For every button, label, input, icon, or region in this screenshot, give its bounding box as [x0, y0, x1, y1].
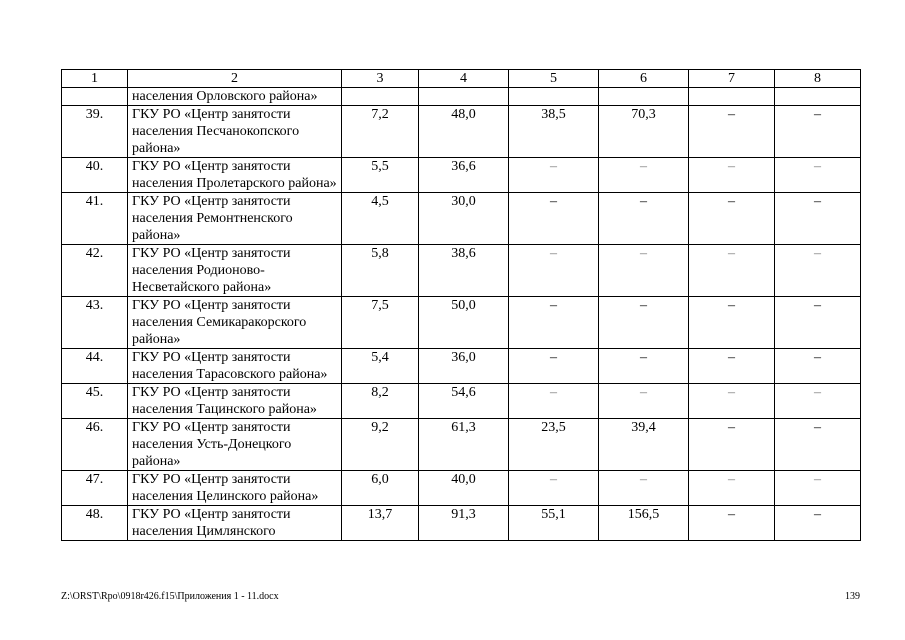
org-name-cell: ГКУ РО «Центр занятости населения Родионово-Несветайского района»	[128, 245, 342, 297]
row-number-cell: 48.	[62, 506, 128, 541]
value-cell: –	[775, 193, 861, 245]
table-cell	[599, 88, 689, 106]
header-cell: 3	[342, 70, 419, 88]
value-cell: 54,6	[419, 384, 509, 419]
header-cell: 1	[62, 70, 128, 88]
value-cell: 40,0	[419, 471, 509, 506]
header-row	[62, 70, 861, 88]
value-cell: –	[599, 471, 689, 506]
value-cell: 36,0	[419, 349, 509, 384]
org-name-cell: ГКУ РО «Центр занятости населения Песчанокопского района»	[128, 106, 342, 158]
value-cell: –	[775, 419, 861, 471]
org-name-cell: ГКУ РО «Центр занятости населения Семикаракорского района»	[128, 297, 342, 349]
value-cell: –	[689, 419, 775, 471]
value-cell: –	[689, 193, 775, 245]
value-cell: 13,7	[342, 506, 419, 541]
value-cell: –	[775, 106, 861, 158]
org-name-cell: ГКУ РО «Центр занятости населения Пролетарского района»	[128, 158, 342, 193]
row-number-cell: 40.	[62, 158, 128, 193]
value-cell: 6,0	[342, 471, 419, 506]
header-cell: 6	[599, 70, 689, 88]
table-row	[62, 106, 861, 158]
value-cell: –	[509, 384, 599, 419]
row-number-cell: 44.	[62, 349, 128, 384]
value-cell: –	[689, 349, 775, 384]
value-cell: –	[509, 158, 599, 193]
table-cell	[62, 88, 128, 106]
value-cell: –	[775, 245, 861, 297]
page-number: 139	[845, 591, 860, 602]
table-row	[62, 506, 861, 541]
table-row	[62, 471, 861, 506]
value-cell: –	[689, 245, 775, 297]
value-cell: –	[689, 106, 775, 158]
table-row	[62, 193, 861, 245]
value-cell: 38,5	[509, 106, 599, 158]
org-name-cell: ГКУ РО «Центр занятости населения Целинского района»	[128, 471, 342, 506]
header-cell: 4	[419, 70, 509, 88]
row-number-cell: 47.	[62, 471, 128, 506]
value-cell: 8,2	[342, 384, 419, 419]
value-cell: 5,5	[342, 158, 419, 193]
table-cell	[509, 88, 599, 106]
table-row	[62, 419, 861, 471]
table-row	[62, 245, 861, 297]
value-cell: –	[689, 471, 775, 506]
value-cell: –	[599, 158, 689, 193]
value-cell: –	[775, 349, 861, 384]
value-cell: 70,3	[599, 106, 689, 158]
row-number-cell: 46.	[62, 419, 128, 471]
value-cell: –	[599, 297, 689, 349]
value-cell: 4,5	[342, 193, 419, 245]
value-cell: –	[775, 471, 861, 506]
value-cell: –	[599, 384, 689, 419]
value-cell: –	[599, 245, 689, 297]
value-cell: 50,0	[419, 297, 509, 349]
data-table	[61, 69, 861, 541]
org-name-cell: ГКУ РО «Центр занятости населения Тацинского района»	[128, 384, 342, 419]
table-cell	[419, 88, 509, 106]
value-cell: 38,6	[419, 245, 509, 297]
value-cell: 39,4	[599, 419, 689, 471]
row-number-cell: 43.	[62, 297, 128, 349]
org-name-cell: ГКУ РО «Центр занятости населения Ремонтненского района»	[128, 193, 342, 245]
table-row	[62, 384, 861, 419]
table-cell	[689, 88, 775, 106]
value-cell: 7,2	[342, 106, 419, 158]
file-path: Z:\ORST\Rpo\0918r426.f15\Приложения 1 - 11.docx	[61, 591, 279, 602]
value-cell: –	[689, 384, 775, 419]
value-cell: 48,0	[419, 106, 509, 158]
value-cell: –	[689, 297, 775, 349]
table-row	[62, 349, 861, 384]
value-cell: 7,5	[342, 297, 419, 349]
value-cell: –	[775, 158, 861, 193]
value-cell: –	[775, 384, 861, 419]
table-cell	[775, 88, 861, 106]
value-cell: 91,3	[419, 506, 509, 541]
value-cell: 5,8	[342, 245, 419, 297]
continuation-row	[62, 88, 861, 106]
value-cell: 5,4	[342, 349, 419, 384]
header-cell: 2	[128, 70, 342, 88]
header-cell: 7	[689, 70, 775, 88]
table-cell	[342, 88, 419, 106]
org-name-cell: ГКУ РО «Центр занятости населения Усть-Донецкого района»	[128, 419, 342, 471]
row-number-cell: 41.	[62, 193, 128, 245]
value-cell: –	[689, 158, 775, 193]
value-cell: –	[599, 193, 689, 245]
value-cell: –	[509, 193, 599, 245]
table-row	[62, 158, 861, 193]
org-name-cell: ГКУ РО «Центр занятости населения Тарасовского района»	[128, 349, 342, 384]
value-cell: 36,6	[419, 158, 509, 193]
header-cell: 8	[775, 70, 861, 88]
value-cell: 30,0	[419, 193, 509, 245]
value-cell: –	[775, 297, 861, 349]
row-number-cell: 42.	[62, 245, 128, 297]
value-cell: –	[509, 245, 599, 297]
table-row	[62, 297, 861, 349]
header-cell: 5	[509, 70, 599, 88]
value-cell: 156,5	[599, 506, 689, 541]
value-cell: –	[689, 506, 775, 541]
value-cell: 55,1	[509, 506, 599, 541]
value-cell: 9,2	[342, 419, 419, 471]
row-number-cell: 45.	[62, 384, 128, 419]
value-cell: –	[599, 349, 689, 384]
org-name-cell: населения Орловского района»	[128, 88, 342, 106]
org-name-cell: ГКУ РО «Центр занятости населения Цимлянского	[128, 506, 342, 541]
value-cell: –	[509, 349, 599, 384]
value-cell: –	[509, 297, 599, 349]
value-cell: 61,3	[419, 419, 509, 471]
value-cell: –	[775, 506, 861, 541]
row-number-cell: 39.	[62, 106, 128, 158]
value-cell: 23,5	[509, 419, 599, 471]
value-cell: –	[509, 471, 599, 506]
